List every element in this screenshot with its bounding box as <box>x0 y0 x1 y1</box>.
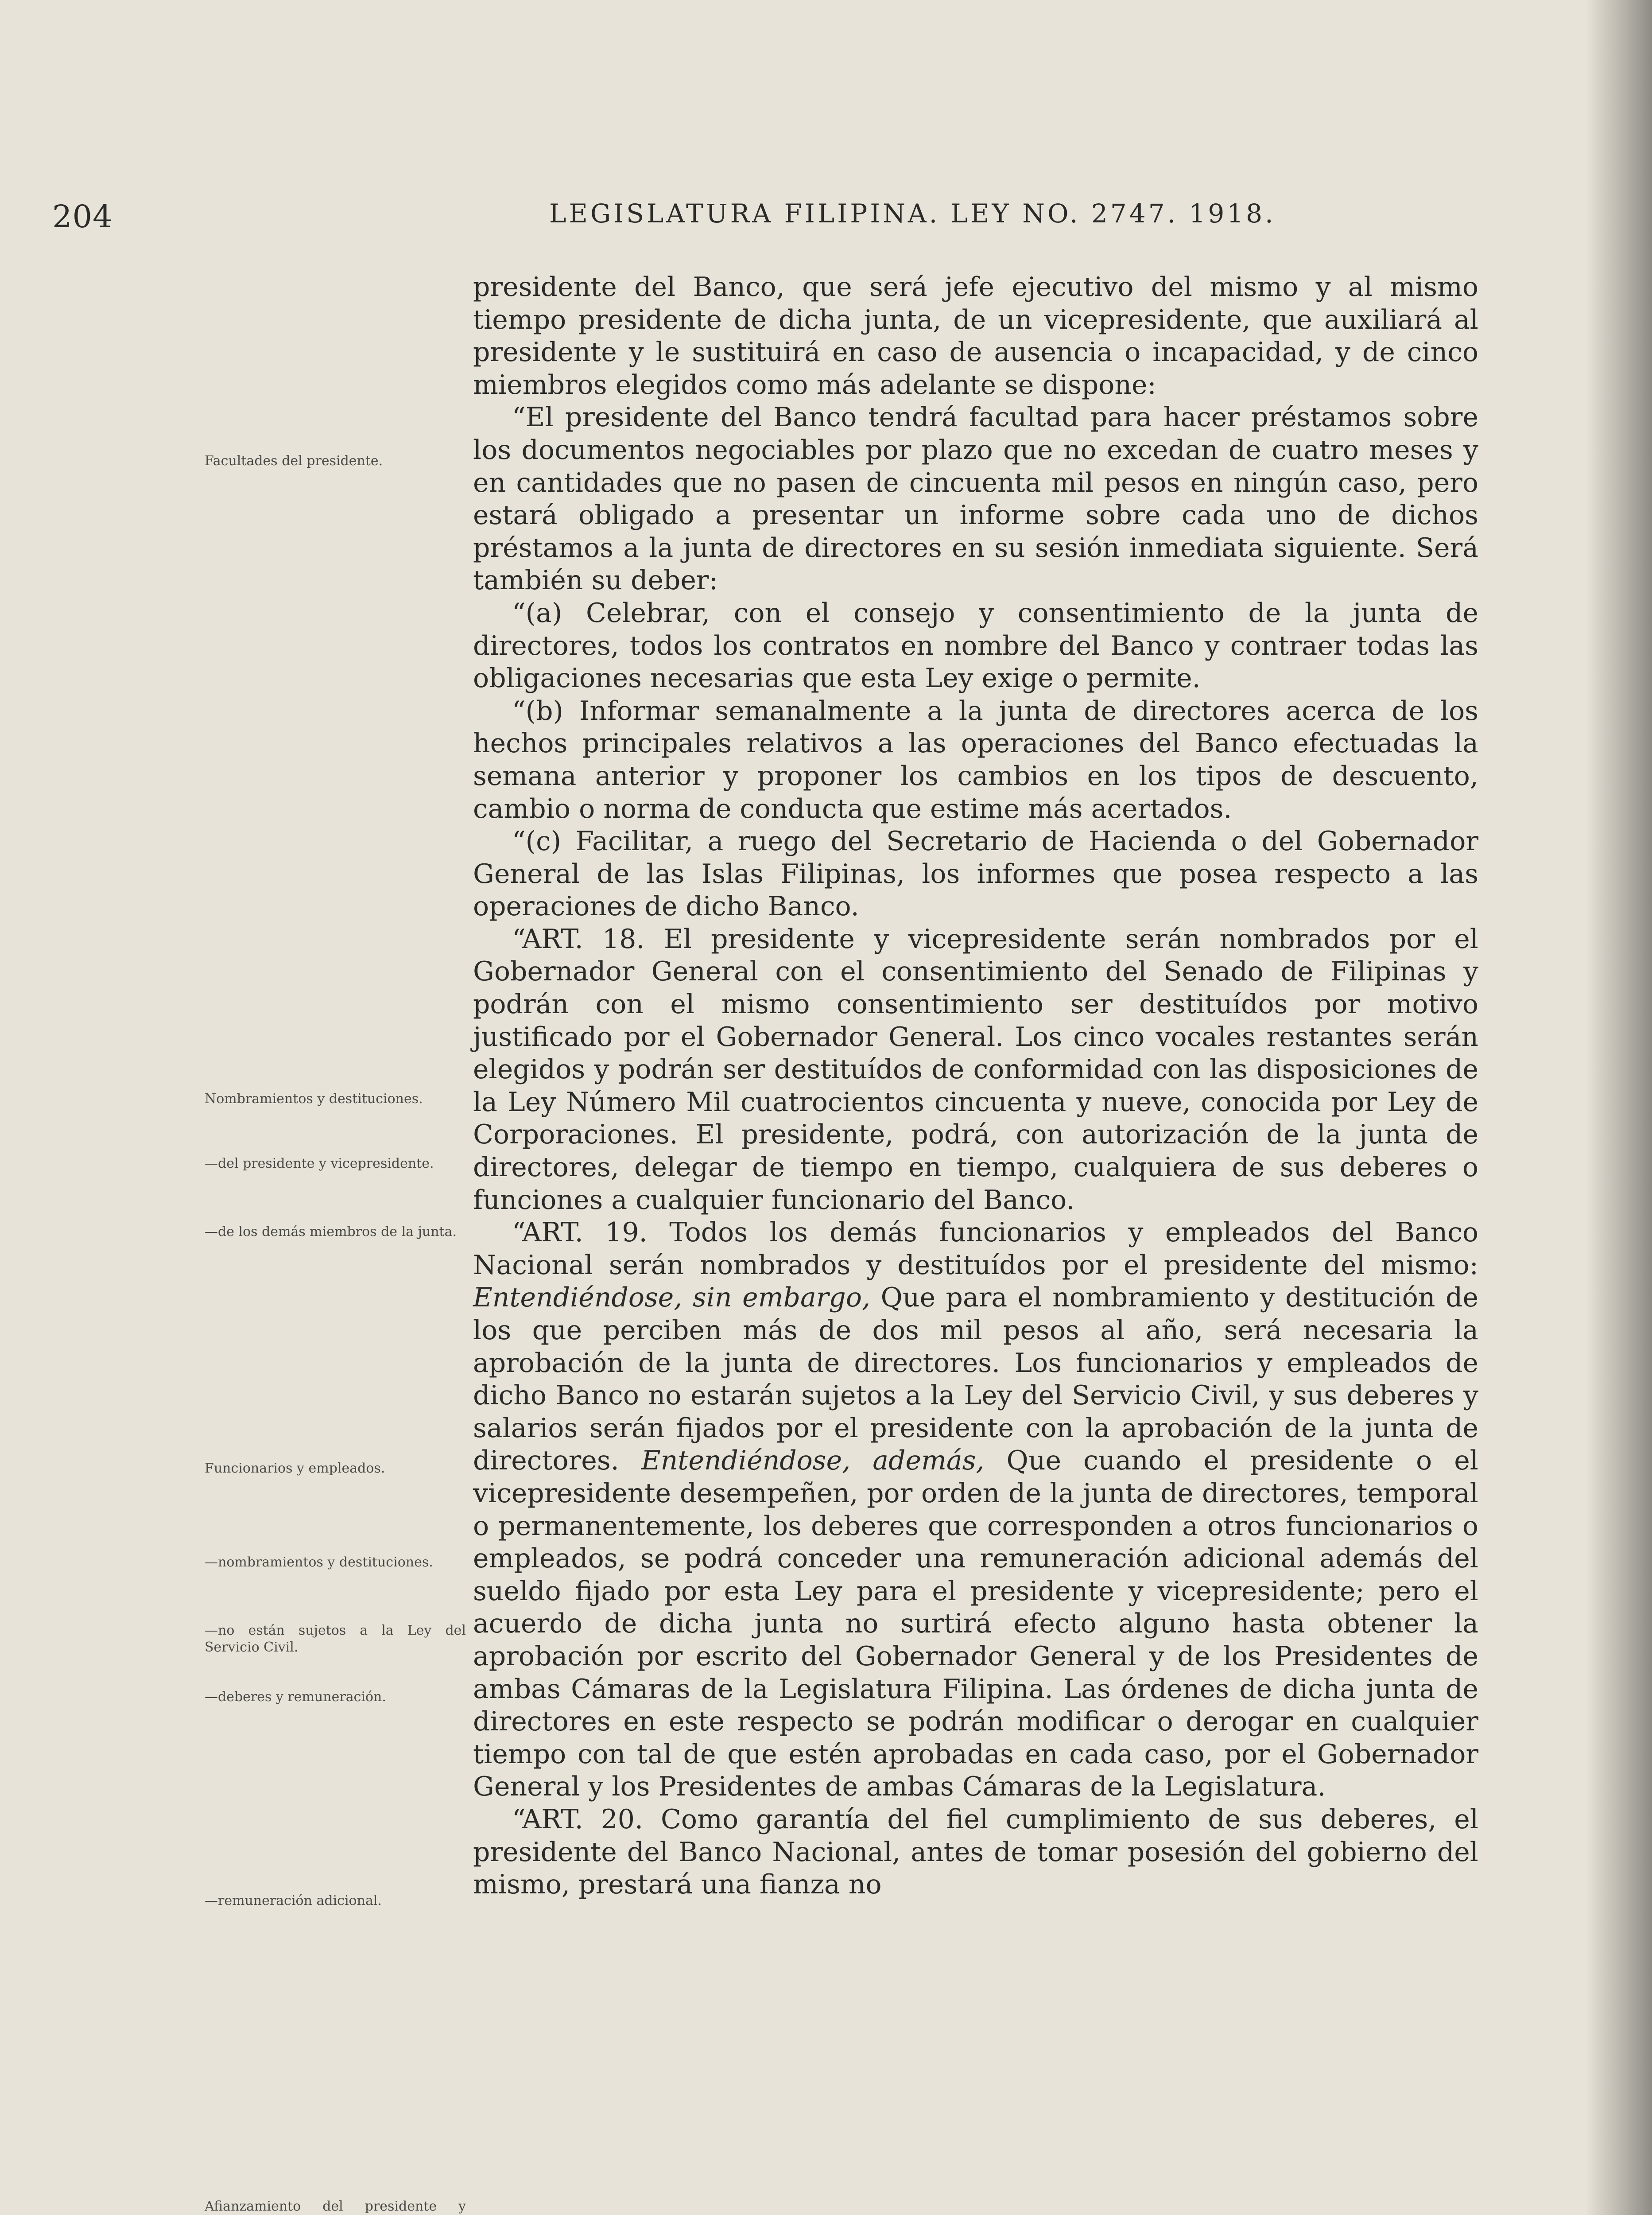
clause-label: “(c) <box>512 826 562 857</box>
running-head: LEGISLATURA FILIPINA. LEY NO. 2747. 1918. <box>549 198 1276 229</box>
margin-note: Funcionarios y empleados. <box>205 1461 385 1476</box>
clause-label: “(b) <box>512 695 563 727</box>
clause-label: “(a) <box>512 597 562 629</box>
article-18: “ART. 18. El presidente y vicepresidente serán nombrados por el Gobernador General con el consentimiento del Senado de Filipinas y podrán con el mismo consentimiento ser destituídos por motivo justificado por el Gobernador General. Los cinco vocales restantes serán elegidos y podrán ser destituídos de conformidad con las disposiciones de la Ley Número Mil cuatrocientos cincuenta y nueve, conocida por Ley de Corporaciones. El presidente, podrá, con autorización de la junta de directores, delegar de tiempo en tiempo, cualquiera de sus deberes o funciones a cualquier funcionario del Banco. <box>473 923 1479 1216</box>
article-label: “ART. 19. <box>512 1217 648 1248</box>
body-text <box>473 271 1478 1901</box>
margin-note: —remuneración adicional. <box>205 1893 382 1908</box>
article-19: “ART. 19. Todos los demás funcionarios y empleados del Banco Nacional serán nombrados y destituídos por el presidente del mismo: Entendiéndose, sin embargo, Que para el nombramiento y destitución de los que perciben más de dos mil pesos al año, será necesaria la aprobación de la junta de directores. Los funcionarios y empleados de dicho Banco no estarán sujetos a la Ley del Servicio Civil, y sus deberes y salarios serán fijados por el presidente con la aprobación de la junta de directores. Entendiéndose, además, Que cuando el presidente o el vicepresidente desempeñen, por orden de la junta de directores, temporal o permanentemente, los deberes que corresponden a otros funcionarios o empleados, se podrá conceder una remuneración adicional además del sueldo fijado por esta Ley para el presidente y vicepresidente; pero el acuerdo de dicha junta no surtirá efecto alguno hasta obtener la aprobación por escrito del Gobernador General y de los Presidentes de ambas Cámaras de la Legislatura Filipina. Las órdenes de dicha junta de directores en este respecto se podrán modificar o derogar en cualquier tiempo con tal de que estén aprobadas en cada caso, por el Gobernador General y los Presidentes de ambas Cámaras de la Legislatura. <box>473 1217 1479 1803</box>
paragraph: “El presidente del Banco tendrá facultad para hacer préstamos sobre los documentos negociables por plazo que no excedan de cuatro meses y en cantidades que no pasen de cincuenta mil pesos en ningún caso, pero estará obligado a presentar un informe sobre cada uno de dichos préstamos a la junta de directores en su sesión inmediata siguiente. Será también su deber: <box>473 402 1478 596</box>
margin-note: —de los demás miembros de la junta. <box>205 1224 457 1240</box>
margin-note: —nombramientos y destituciones. <box>205 1554 433 1570</box>
page-number: 204 <box>52 198 113 235</box>
paragraph: “(b) Informar semanalmente a la junta de directores acerca de los hechos principales relativos a las operaciones del Banco efectuadas la semana anterior y proponer los cambios en los tipos de descuento, cambio o norma de conducta que estime más acertados. <box>473 695 1478 824</box>
article-20: “ART. 20. Como garantía del fiel cumplimiento de sus deberes, el presidente del Banco Nacional, antes de tomar posesión del gobierno del mismo, prestará una fianza no <box>473 1803 1479 1900</box>
paragraph: presidente del Banco, que será jefe ejecutivo del mismo y al mismo tiempo presidente de dicha junta, de un vicepresidente, que auxiliará al presidente y le sustituirá en caso de ausencia o incapacidad, y de cinco miembros elegidos como más adelante se dispone: <box>473 272 1478 400</box>
margin-note: Facultades del presidente. <box>205 453 383 469</box>
emphasis: Entendiéndose, sin embargo, <box>473 1282 871 1313</box>
article-label: “ART. 20. <box>512 1803 644 1835</box>
paragraph: “(a) Celebrar, con el consejo y consentimiento de la junta de directores, todos los contratos en nombre del Banco y contraer todas las obligaciones necesarias que esta Ley exige o permite. <box>473 597 1478 694</box>
emphasis: Entendiéndose, además, <box>641 1445 985 1477</box>
page-edge-shadow <box>1586 0 1652 2215</box>
margin-note: —deberes y remuneración. <box>205 1689 386 1705</box>
margin-note: Afianzamiento del presidente y <box>205 2199 466 2214</box>
margin-note: Nombramientos y destituciones. <box>205 1091 423 1107</box>
paragraph: “(c) Facilitar, a ruego del Secretario de Hacienda o del Gobernador General de las Islas Filipinas, los informes que posea respecto a las operaciones de dicho Banco. <box>473 826 1478 922</box>
margin-note: —del presidente y vicepresidente. <box>205 1156 434 1171</box>
article-label: “ART. 18. <box>512 923 645 955</box>
margin-note: —no están sujetos a la Ley del Servicio Civil. <box>205 1623 466 1655</box>
